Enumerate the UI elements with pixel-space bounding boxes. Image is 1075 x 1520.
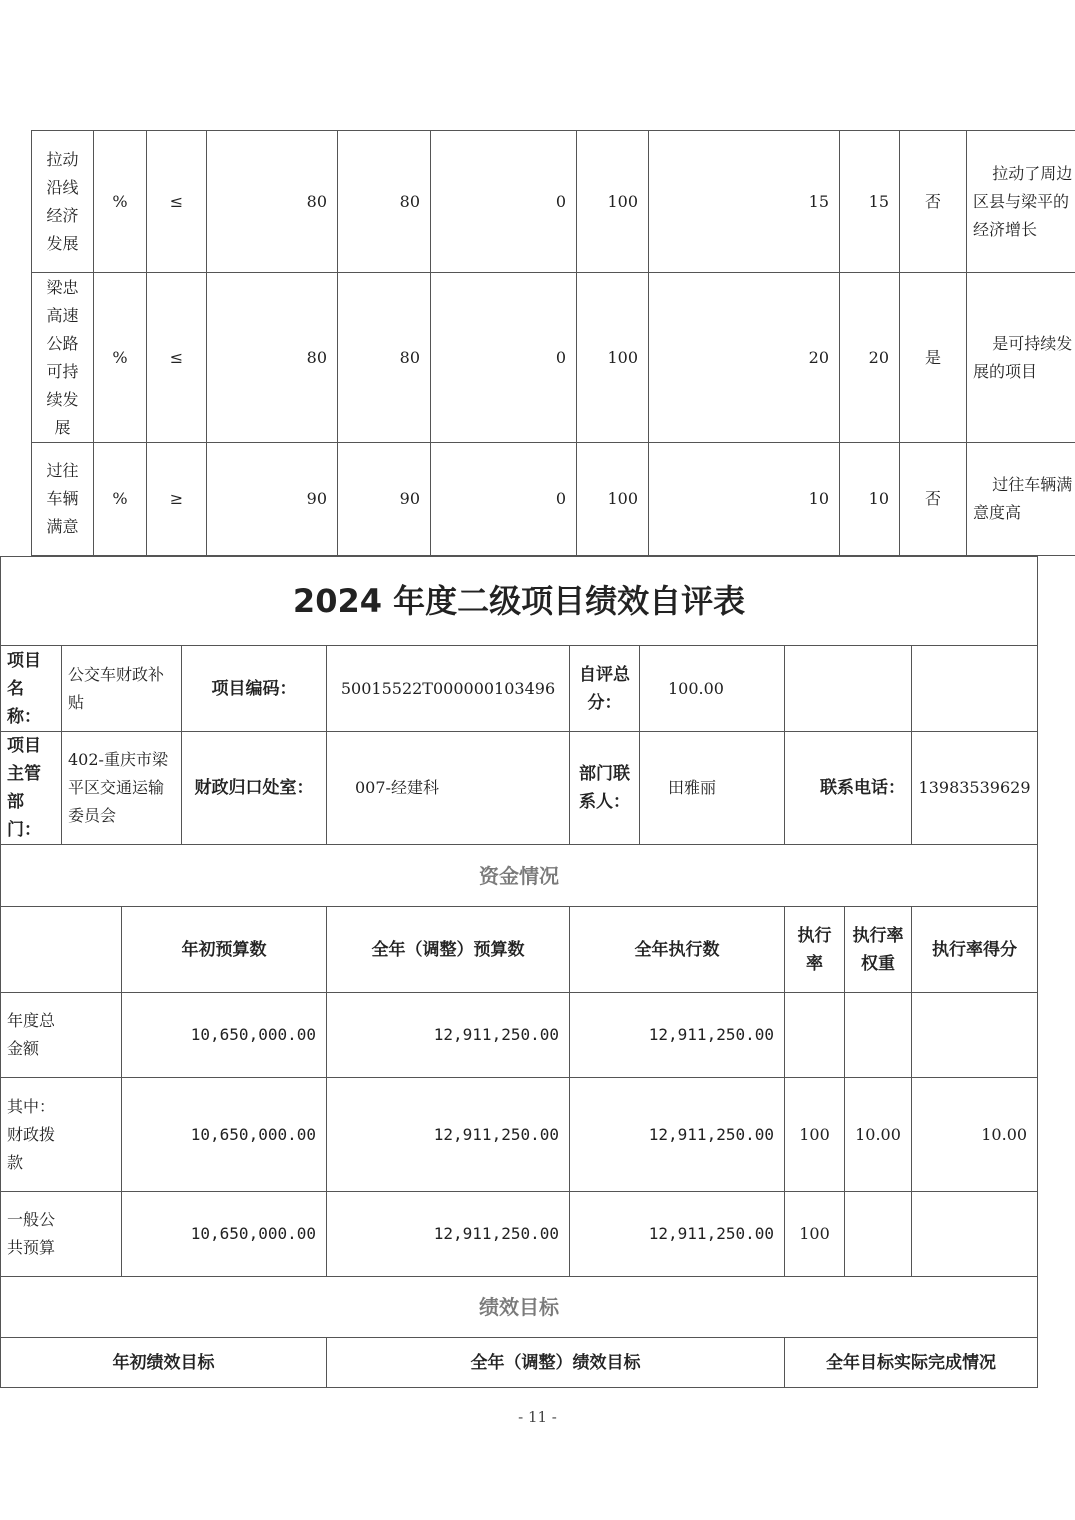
indicator-value: 15 <box>840 131 900 273</box>
weight-value <box>845 993 912 1078</box>
funds-row-label: 一般公共预算 <box>1 1192 122 1277</box>
initial-goal-header: 年初绩效目标 <box>1 1338 327 1388</box>
phone-number: 13983539629 <box>912 732 1038 845</box>
executed-header: 全年执行数 <box>570 907 785 993</box>
funds-row-label: 年度总金额 <box>1 993 122 1078</box>
funds-row-label: 其中：财政拨款 <box>1 1078 122 1192</box>
indicator-value: 90 <box>207 443 338 556</box>
indicator-value: 80 <box>207 273 338 443</box>
indicator-note: 是可持续发展的项目 <box>967 273 1075 443</box>
budget-initial-value: 10,650,000.00 <box>122 1192 327 1277</box>
empty-cell <box>1 907 122 993</box>
indicator-value: 100 <box>577 131 649 273</box>
indicator-value: 20 <box>840 273 900 443</box>
indicator-value: 15 <box>649 131 840 273</box>
indicator-unit: % <box>94 273 147 443</box>
indicator-table <box>31 130 1075 556</box>
budget-adjusted-value: 12,911,250.00 <box>327 993 570 1078</box>
indicator-note: 拉动了周边区县与梁平的经济增长 <box>967 131 1075 273</box>
indicator-value: 80 <box>338 273 431 443</box>
indicator-value: 10 <box>840 443 900 556</box>
indicator-value: 90 <box>338 443 431 556</box>
department-label: 项目主管部门： <box>1 732 62 845</box>
indicator-value: 20 <box>649 273 840 443</box>
indicator-name: 拉动沿线经济发展 <box>32 131 94 273</box>
score-value <box>912 993 1038 1078</box>
executed-value: 12,911,250.00 <box>570 993 785 1078</box>
rate-value <box>785 993 845 1078</box>
project-code: 50015522T000000103496 <box>327 646 570 732</box>
rate-header: 执行率 <box>785 907 845 993</box>
self-score: 100.00 <box>640 646 785 732</box>
indicator-unit: % <box>94 131 147 273</box>
form-title: 2024 年度二级项目绩效自评表 <box>1 557 1038 646</box>
budget-adjusted-value: 12,911,250.00 <box>327 1192 570 1277</box>
department-row <box>1 732 1038 845</box>
rate-value: 100 <box>785 1078 845 1192</box>
empty-cell <box>785 646 912 732</box>
budget-initial-header: 年初预算数 <box>122 907 327 993</box>
indicator-flag: 否 <box>900 131 967 273</box>
table-row <box>1 1078 1038 1192</box>
indicator-name: 梁忠高速公路可持续发展 <box>32 273 94 443</box>
empty-cell <box>912 646 1038 732</box>
adjusted-goal-header: 全年（调整）绩效目标 <box>327 1338 785 1388</box>
indicator-value: 0 <box>431 131 577 273</box>
indicator-unit: % <box>94 443 147 556</box>
weight-header: 执行率权重 <box>845 907 912 993</box>
funds-header-row <box>1 907 1038 993</box>
project-code-label: 项目编码： <box>182 646 327 732</box>
indicator-value: 80 <box>338 131 431 273</box>
indicator-operator: ≤ <box>147 273 207 443</box>
indicator-flag: 是 <box>900 273 967 443</box>
funds-section-title: 资金情况 <box>1 845 1038 907</box>
goals-section-title: 绩效目标 <box>1 1277 1038 1338</box>
finance-office: 007-经建科 <box>327 732 570 845</box>
self-score-label: 自评总分： <box>570 646 640 732</box>
phone-label: 联系电话： <box>785 732 912 845</box>
weight-value <box>845 1192 912 1277</box>
budget-initial-value: 10,650,000.00 <box>122 1078 327 1192</box>
score-header: 执行率得分 <box>912 907 1038 993</box>
indicator-value: 100 <box>577 273 649 443</box>
self-evaluation-form <box>0 556 1038 1388</box>
indicator-name: 过往车辆满意 <box>32 443 94 556</box>
table-row <box>32 443 1075 556</box>
table-row <box>1 1192 1038 1277</box>
actual-completion-header: 全年目标实际完成情况 <box>785 1338 1038 1388</box>
score-value: 10.00 <box>912 1078 1038 1192</box>
indicator-note: 过往车辆满意度高 <box>967 443 1075 556</box>
page-number: - 11 - <box>518 1408 557 1426</box>
budget-adjusted-header: 全年（调整）预算数 <box>327 907 570 993</box>
indicator-value: 0 <box>431 443 577 556</box>
indicator-value: 100 <box>577 443 649 556</box>
table-row <box>32 131 1075 273</box>
table-row <box>32 273 1075 443</box>
indicator-flag: 否 <box>900 443 967 556</box>
title-row <box>1 557 1038 646</box>
budget-adjusted-value: 12,911,250.00 <box>327 1078 570 1192</box>
score-value <box>912 1192 1038 1277</box>
rate-value: 100 <box>785 1192 845 1277</box>
department-name: 402-重庆市梁平区交通运输委员会 <box>62 732 182 845</box>
executed-value: 12,911,250.00 <box>570 1192 785 1277</box>
funds-section-row <box>1 845 1038 907</box>
contact-name: 田雅丽 <box>640 732 785 845</box>
finance-office-label: 财政归口处室： <box>182 732 327 845</box>
project-row <box>1 646 1038 732</box>
weight-value: 10.00 <box>845 1078 912 1192</box>
goals-header-row <box>1 1338 1038 1388</box>
indicator-operator: ≥ <box>147 443 207 556</box>
contact-label: 部门联系人： <box>570 732 640 845</box>
table-row <box>1 993 1038 1078</box>
project-name: 公交车财政补贴 <box>62 646 182 732</box>
indicator-value: 80 <box>207 131 338 273</box>
project-name-label: 项目名称： <box>1 646 62 732</box>
indicator-value: 10 <box>649 443 840 556</box>
budget-initial-value: 10,650,000.00 <box>122 993 327 1078</box>
goals-section-row <box>1 1277 1038 1338</box>
indicator-value: 0 <box>431 273 577 443</box>
indicator-operator: ≤ <box>147 131 207 273</box>
executed-value: 12,911,250.00 <box>570 1078 785 1192</box>
